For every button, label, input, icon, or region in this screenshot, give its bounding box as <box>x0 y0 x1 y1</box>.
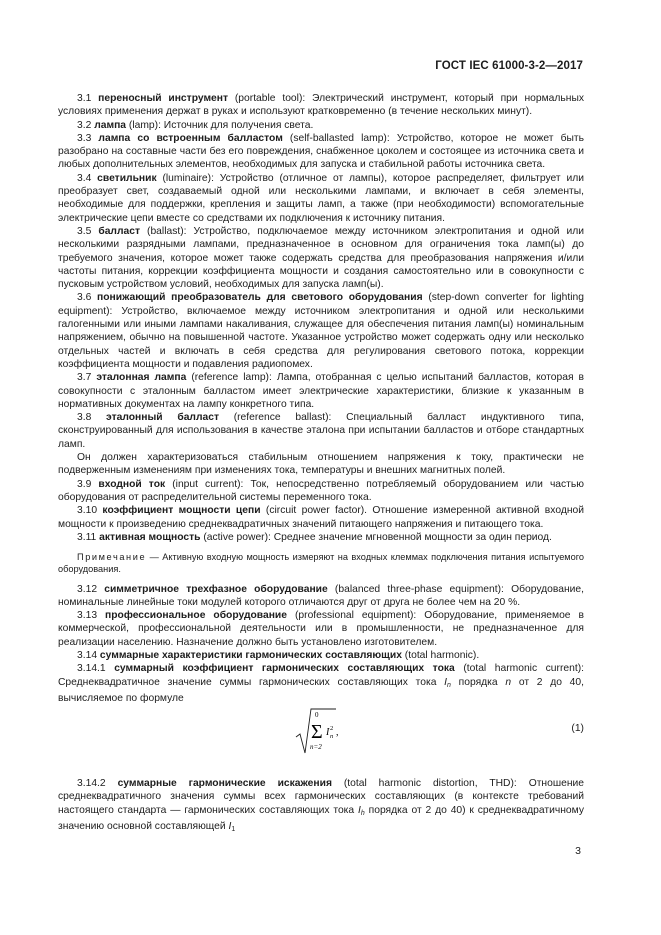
formula-exponent: 2 <box>330 725 334 733</box>
term: балласт <box>98 225 141 237</box>
formula-comma: , <box>336 727 339 739</box>
note: Примечание — Активную входную мощность измеряют на входных клеммах подключения питания испытуемого оборудования. <box>58 552 584 575</box>
formula-expression <box>294 707 354 755</box>
document-body <box>58 92 584 836</box>
definition-3-14-1: 3.14.1 суммарный коэффициент гармонических составляющих тока (total harmonic current): Среднеквадратичное значение суммы гармонических составляющих тока $I_n$ порядка n от 2 до 40, вычисляемое по формуле <box>58 663 584 704</box>
sum-upper-limit: 0 <box>315 711 319 720</box>
term: суммарные характеристики гармонических составляющих <box>99 649 402 661</box>
term: профессиональное оборудование <box>105 610 287 622</box>
definition-3-14-2: 3.14.2 суммарные гармонические искажения (total harmonic distortion, THD): Отношение среднеквадратичного значения суммы всех гармонических составляющих (в контексте требований настоящего стандарта — гармонических составляющих тока $I_h$ порядка от 2 до 40) к среднеквадратичному значению основной составляющей $I_1$ <box>58 778 584 834</box>
formula-1 <box>58 707 584 759</box>
term: эталонная лампа <box>96 372 187 384</box>
term: активная мощность <box>99 531 201 543</box>
definition-3-1: 3.1 переносный инструмент (portable tool): Электрический инструмент, который при нормальных условиях применения держат в руках и используют кратковременно (в течение нескольких минут). <box>58 93 584 118</box>
radical-sign-icon <box>294 707 354 755</box>
term: суммарные гармонические искажения <box>117 778 332 790</box>
formula-subscript: n <box>330 733 334 741</box>
term: светильник <box>97 172 157 184</box>
formula-variable: I <box>326 727 330 739</box>
term: лампа со встроенным балластом <box>98 132 283 144</box>
definition-3-4: 3.4 светильник (luminaire): Устройство (отличное от лампы), которое распределяет, фильтрует или преобразует свет, создаваемый одной или несколькими лампами, и включает в себя элементы, необходимые для поддержки, крепления и защиты ламп, а также (при необходимости) вспомогательные электрические цепи вместе со средствами их подключения к источнику питания. <box>58 172 584 224</box>
definition-3-10: 3.10 коэффициент мощности цепи (circuit power factor). Отношение измеренной активной входной мощности к произведению среднеквадратичных значений питающего напряжения и питающего тока. <box>58 505 584 530</box>
term: понижающий преобразователь для светового оборудования <box>97 292 423 304</box>
definition-3-5: 3.5 балласт (ballast): Устройство, подключаемое между источником электропитания и одной или несколькими разрядными лампами, предназначенное в основном для ограничения тока ламп(ы) до требуемого значения, которое может также содержать средства для преобразования напряжения и/или частоты питания, коррекции коэффициента мощности и создания самостоятельно или в совокупности с пусковым устройством условий, необходимых для запуска ламп(ы). <box>58 225 584 291</box>
formula-number: (1) <box>571 723 584 735</box>
definition-3-7: 3.7 эталонная лампа (reference lamp): Лампа, отобранная с целью испытаний балластов, которая в совокупности с эталонным балластом имеет электрические характеристики, близкие к указанным в нормативных документах на лампу конкретного типа. <box>58 372 584 410</box>
term: входной ток <box>98 478 166 490</box>
definition-3-11: 3.11 активная мощность (active power): Среднее значение мгновенной мощности за один период. <box>77 531 552 543</box>
definition-3-2: 3.2 лампа (lamp): Источник для получения света. <box>77 119 314 131</box>
definition-3-13: 3.13 профессиональное оборудование (professional equipment): Оборудование, применяемое в коммерческой, профессиональной деятельности или в промышленности, не предназначенное для реализации населению. Назначение должно быть установлено изготовителем. <box>58 610 584 648</box>
term: суммарный коэффициент гармонических составляющих тока <box>114 663 455 675</box>
definition-3-14: 3.14 суммарные характеристики гармонических составляющих (total harmonic). <box>77 649 480 661</box>
page-number: 3 <box>575 845 581 857</box>
sum-symbol: Σ <box>311 721 323 744</box>
sum-lower-limit: n=2 <box>310 743 322 752</box>
standard-header: ГОСТ IEC 61000-3-2—2017 <box>435 60 583 72</box>
term: коэффициент мощности цепи <box>102 505 261 517</box>
definition-3-6: 3.6 понижающий преобразователь для светового оборудования (step-down converter for lighting equipment): Устройство, включаемое между источником электропитания и одной или несколькими галогенными или иными лампами накаливания, служащее для обеспечения питания ламп(ы) номинальным напряжением, обычно на повышенной частоте. Указанное устройство может содержать одну или несколько отдельных частей и включать в себя средства для регулирования светового потока, коррекции коэффициента мощности и подавления радиопомех. <box>58 292 584 370</box>
definition-3-3: 3.3 лампа со встроенным балластом (self-ballasted lamp): Устройство, которое не может быть разобрано на составные части без его повреждения, снабженное цоколем и состоящее из источника света и любых дополнительных элементов, необходимых для запуска и стабильной работы источника света. <box>58 132 584 171</box>
term: эталонный балласт <box>106 412 219 424</box>
definition-3-8-continuation: Он должен характеризоваться стабильным отношением напряжения к току, практически не подверженным изменениям при изменениях тока, температуры и внешних магнитных полей. <box>58 452 584 477</box>
definition-3-12: 3.12 симметричное трехфазное оборудование (balanced three-phase equipment): Оборудование, номинальные линейные токи модулей которого отличаются друг от друга не более чем на 20 %. <box>58 583 584 608</box>
note-label: Примечание <box>77 552 147 563</box>
term: симметричное трехфазное оборудование <box>104 583 328 595</box>
term: лампа <box>94 119 127 131</box>
definition-3-9: 3.9 входной ток (input current): Ток, непосредственно потребляемый оборудованием или частью оборудования от распределительной системы переменного тока. <box>58 478 584 503</box>
definition-3-8: 3.8 эталонный балласт (reference ballast): Специальный балласт индуктивного типа, сконструированный для использования в качестве эталона при испытании балластов и отборе стандартных ламп. <box>58 412 584 450</box>
spacer <box>58 544 584 548</box>
term: переносный инструмент <box>98 93 229 104</box>
